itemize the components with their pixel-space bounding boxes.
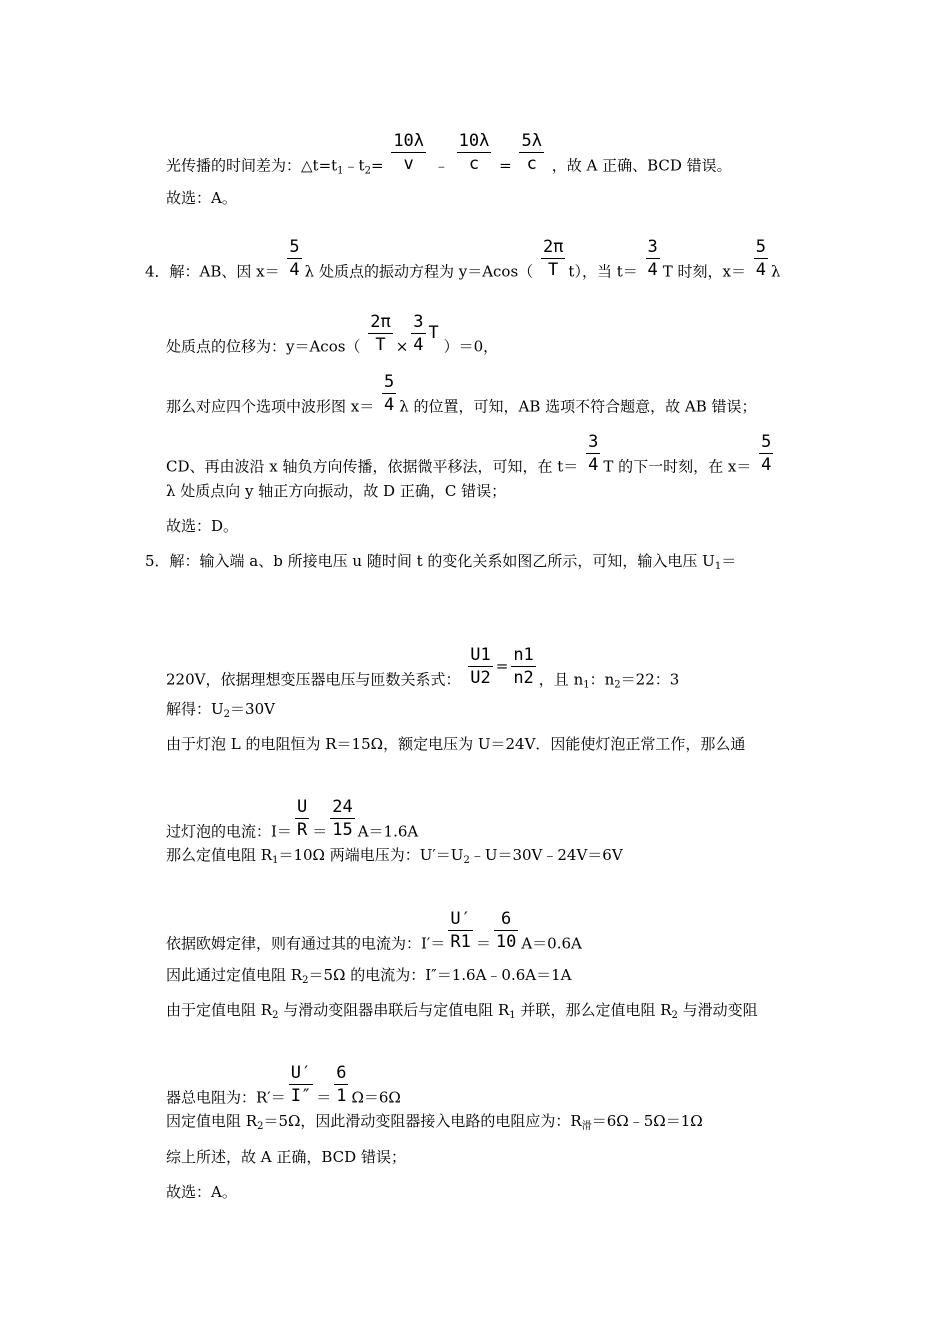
text: 与滑动变阻 xyxy=(677,1001,758,1019)
fraction xyxy=(519,130,543,175)
denominator: 4 xyxy=(384,395,395,415)
text: ﹣t xyxy=(343,156,365,175)
numerator: 3 xyxy=(588,432,599,452)
text: ＝ xyxy=(312,822,328,841)
numerator: 6 xyxy=(336,1063,347,1083)
numerator: U xyxy=(296,797,308,817)
subscript: 2 xyxy=(614,679,621,691)
text: ）＝0， xyxy=(443,337,499,356)
text: 因此通过定值电阻 R xyxy=(166,966,303,984)
subscript: 2 xyxy=(272,1010,279,1021)
fraction xyxy=(295,796,309,841)
text: 依据欧姆定律，则有通过其的电流为：I′＝ xyxy=(166,934,446,953)
text: ＝ xyxy=(316,1088,332,1107)
numerator: 10λ xyxy=(393,131,425,151)
fraction xyxy=(289,1062,313,1107)
text: ﹣U＝30V﹣24V＝6V xyxy=(469,846,623,864)
numerator: 3 xyxy=(647,237,658,257)
q5-line-8 xyxy=(166,966,571,984)
fraction xyxy=(382,371,396,416)
text: ：n xyxy=(589,670,615,689)
q5-line-12: 综上所述，故 A 正确，BCD 错误； xyxy=(166,1148,406,1166)
text: 解得：U xyxy=(166,700,224,718)
text: λ 的位置，可知，AB 选项不符合题意，故 AB 错误； xyxy=(399,397,757,416)
numerator: U′ xyxy=(450,909,471,929)
text: λ xyxy=(771,262,781,281)
subscript: 1 xyxy=(714,561,722,572)
fraction xyxy=(494,908,518,953)
fraction xyxy=(754,236,768,281)
numerator: 2π xyxy=(542,237,564,257)
denominator: R1 xyxy=(450,932,471,952)
text: A＝1.6A xyxy=(357,822,419,841)
text: 5．解：输入端 a、b 所接电压 u 随时间 t 的变化关系如图乙所示，可知，输入电压 U xyxy=(145,552,715,570)
text: = xyxy=(370,156,384,175)
subscript: 2 xyxy=(463,855,470,866)
denominator: c xyxy=(468,154,480,174)
numerator: 3 xyxy=(413,312,424,332)
denominator: 4 xyxy=(647,260,658,280)
text: T xyxy=(428,322,439,343)
q4-line-5: λ 处质点向 y 轴正方向振动，故 D 正确，C 错误； xyxy=(166,482,507,500)
fraction xyxy=(368,311,392,356)
denominator: c xyxy=(526,154,537,174)
numerator: U′ xyxy=(290,1063,312,1083)
fraction xyxy=(330,796,354,841)
fraction xyxy=(391,130,426,175)
denominator: 4 xyxy=(755,260,767,280)
text: × xyxy=(395,337,409,356)
fraction xyxy=(511,644,535,689)
q5-line-1 xyxy=(145,552,736,570)
text: ，且 n xyxy=(538,670,584,689)
text: 由于定值电阻 R xyxy=(166,1001,273,1019)
text: 220V，依据理想变压器电压与匝数关系式： xyxy=(166,670,461,689)
text: = xyxy=(499,156,512,175)
text: 过灯泡的电流：I＝ xyxy=(166,822,292,841)
denominator: 1 xyxy=(336,1086,347,1106)
text: 并联，那么定值电阻 R xyxy=(515,1001,672,1019)
denominator: 4 xyxy=(761,455,772,475)
denominator: 4 xyxy=(413,335,424,355)
text: = xyxy=(495,656,509,675)
q5-line-11 xyxy=(166,1112,703,1130)
fraction xyxy=(457,130,492,175)
denominator: T xyxy=(375,335,386,355)
numerator: n1 xyxy=(513,645,534,665)
fraction xyxy=(468,644,492,689)
denominator: 10 xyxy=(495,932,517,952)
text: 4．解：AB、因 x＝ xyxy=(145,262,280,281)
text: 因定值电阻 R xyxy=(166,1112,258,1130)
subscript: 2 xyxy=(364,165,371,177)
numerator: U1 xyxy=(470,645,491,665)
subscript: 2 xyxy=(671,1010,678,1021)
numerator: 24 xyxy=(332,797,353,817)
text: ＝30V xyxy=(230,700,275,718)
text: λ 处质点的振动方程为 y＝Acos（ xyxy=(304,262,534,281)
subscript: 2 xyxy=(302,975,309,986)
fraction xyxy=(334,1062,348,1107)
text: 光传播的时间差为：△t=t xyxy=(166,156,338,175)
denominator: U2 xyxy=(470,668,491,688)
q5-line-4: 由于灯泡 L 的电阻恒为 R＝15Ω，额定电压为 U＝24V．因能使灯泡正常工作，那么通 xyxy=(166,735,746,753)
denominator: 15 xyxy=(332,820,353,840)
q4-line-3 xyxy=(166,372,757,430)
denominator: 4 xyxy=(588,455,599,475)
subscript: 1 xyxy=(583,679,590,691)
numerator: 5 xyxy=(761,432,772,452)
numerator: 5 xyxy=(289,237,300,257)
text: 器总电阻为：R′＝ xyxy=(166,1088,286,1107)
q5-line-3 xyxy=(166,700,275,718)
q4-answer: 故选：D。 xyxy=(166,517,239,535)
text: T 的下一时刻，在 x＝ xyxy=(603,457,752,476)
text: 与滑动变阻器串联后与定值电阻 R xyxy=(278,1001,510,1019)
text: ＝10Ω 两端电压为：U′＝U xyxy=(278,846,464,864)
numerator: 6 xyxy=(494,908,518,931)
subscript: 1 xyxy=(272,855,279,866)
text: ＝ xyxy=(721,552,737,570)
text: CD、再由波沿 x 轴负方向传播，依据微平移法，可知，在 t＝ xyxy=(166,457,579,476)
text: 处质点的位移为：y＝Acos（ xyxy=(166,337,361,356)
q5-line-2 xyxy=(166,645,680,703)
text: 那么定值电阻 R xyxy=(166,846,273,864)
text: ＝22：3 xyxy=(620,670,680,689)
denominator: T xyxy=(548,260,559,280)
text: ＝6Ω﹣5Ω＝1Ω xyxy=(591,1112,703,1130)
fraction xyxy=(759,431,773,476)
q5-line-6 xyxy=(166,846,623,864)
fraction xyxy=(448,908,472,953)
fraction xyxy=(541,236,565,281)
text: ＝5Ω 的电流为：I″＝1.6A﹣0.6A＝1A xyxy=(308,966,572,984)
text: ，故 A 正确、BCD 错误。 xyxy=(551,156,732,175)
denominator: R xyxy=(296,820,308,840)
text: ﹣ xyxy=(433,156,449,175)
text: A＝0.6A xyxy=(521,934,582,953)
q5-line-9 xyxy=(166,1001,758,1019)
denominator: n2 xyxy=(513,668,534,688)
numerator: 5λ xyxy=(521,131,542,151)
denominator: 4 xyxy=(289,260,300,280)
numerator: 10λ xyxy=(458,131,490,151)
fraction xyxy=(411,311,425,356)
subscript: 1 xyxy=(337,165,344,177)
answer-line: 故选：A。 xyxy=(166,189,237,207)
fraction xyxy=(646,236,660,281)
subscript: 2 xyxy=(257,1121,264,1132)
numerator: 5 xyxy=(755,237,767,257)
text: Ω＝6Ω xyxy=(351,1088,401,1107)
text: ＝ xyxy=(475,934,491,953)
q5-answer: 故选：A。 xyxy=(166,1183,237,1201)
text: T 时刻，x＝ xyxy=(662,262,747,281)
subscript: 2 xyxy=(223,709,231,720)
subscript: 1 xyxy=(509,1010,516,1021)
denominator: v xyxy=(403,154,414,174)
text: 那么对应四个选项中波形图 x＝ xyxy=(166,397,375,416)
text: t），当 t＝ xyxy=(568,262,638,281)
fraction xyxy=(287,236,301,281)
text: ＝5Ω，因此滑动变阻器接入电路的电阻应为：R xyxy=(263,1112,582,1130)
subscript: 滑 xyxy=(581,1121,592,1132)
q5-line-7 xyxy=(166,909,582,967)
numerator: 5 xyxy=(384,372,395,392)
denominator: I″ xyxy=(290,1086,312,1106)
numerator: 2π xyxy=(370,312,391,332)
fraction xyxy=(586,431,600,476)
